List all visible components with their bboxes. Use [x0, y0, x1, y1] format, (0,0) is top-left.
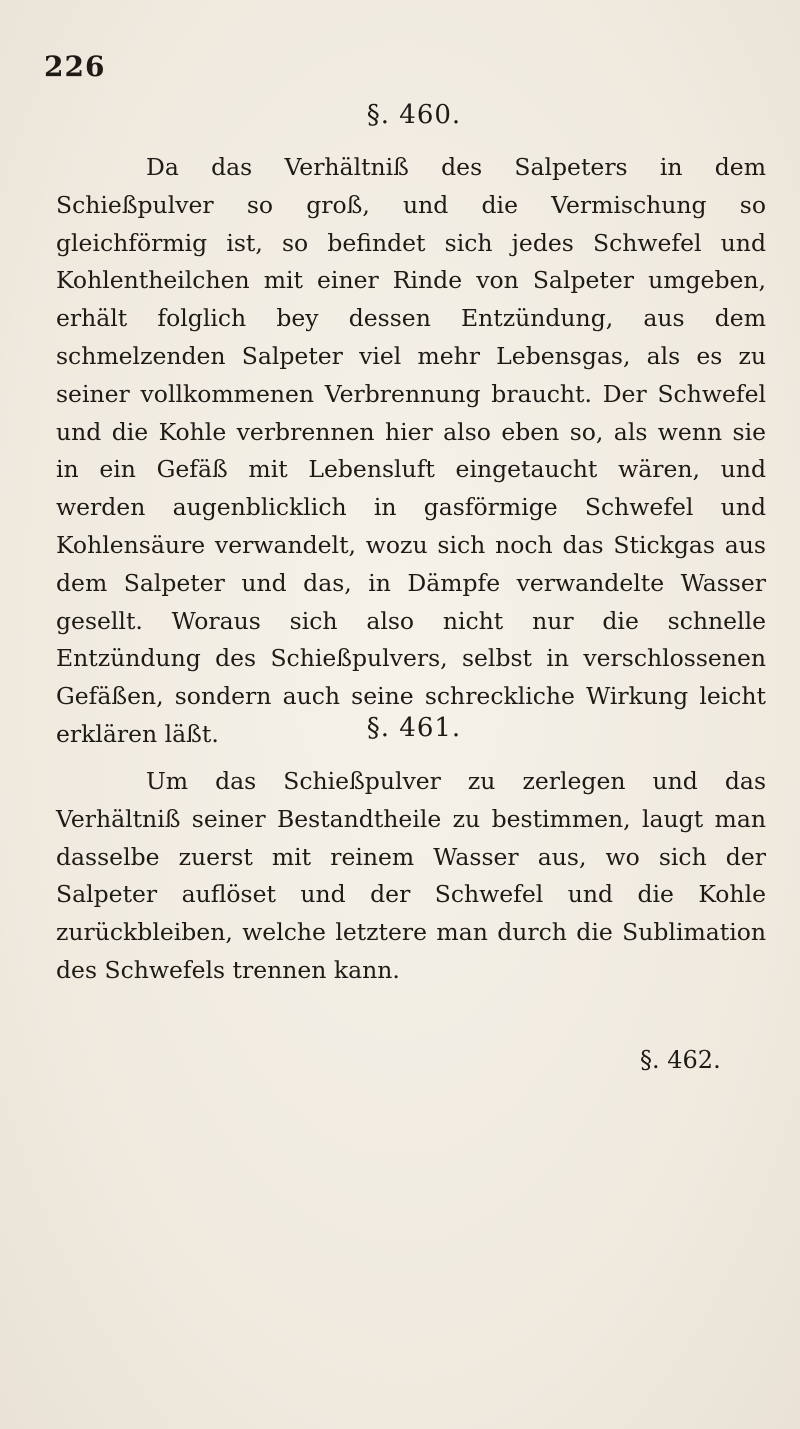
catchword: §. 462. — [640, 1046, 721, 1074]
page-number: 226 — [44, 50, 106, 83]
section-heading-460: §. 460. — [366, 100, 462, 130]
section-heading-461: §. 461. — [366, 713, 462, 743]
section-paragraph-460: Da das Verhältniß des Salpeters in dem Schießpulver so groß, und die Vermischung so gleichförmig ist, so befindet sich jedes Schwefel und Kohlentheilchen mit einer Rinde von Salpeter umgeben, erhält folglich bey dessen Entzündung, aus dem schmelzenden Salpeter viel mehr Lebensgas, als es zu seiner vollkommenen Verbrennung braucht. Der Schwefel und die Kohle verbrennen hier also eben so, als wenn sie in ein Gefäß mit Lebensluft eingetaucht wären, und werden augenblicklich in gasförmige Schwefel und Kohlensäure verwandelt, wozu sich noch das Stickgas aus dem Salpeter und das, in Dämpfe verwandelte Wasser gesellt. Woraus sich also nicht nur die schnelle Entzündung des Schießpulvers, selbst in verschlossenen Gefäßen, sondern auch seine schreckliche Wirkung leicht erklären läßt. — [56, 153, 766, 748]
section-paragraph-461: Um das Schießpulver zu zerlegen und das Verhältniß seiner Bestandtheile zu bestimmen, laugt man dasselbe zuerst mit reinem Wasser aus, wo sich der Salpeter auflöset und der Schwefel und die Kohle zurückbleiben, welche letztere man durch die Sublimation des Schwefels trennen kann. — [56, 767, 766, 984]
